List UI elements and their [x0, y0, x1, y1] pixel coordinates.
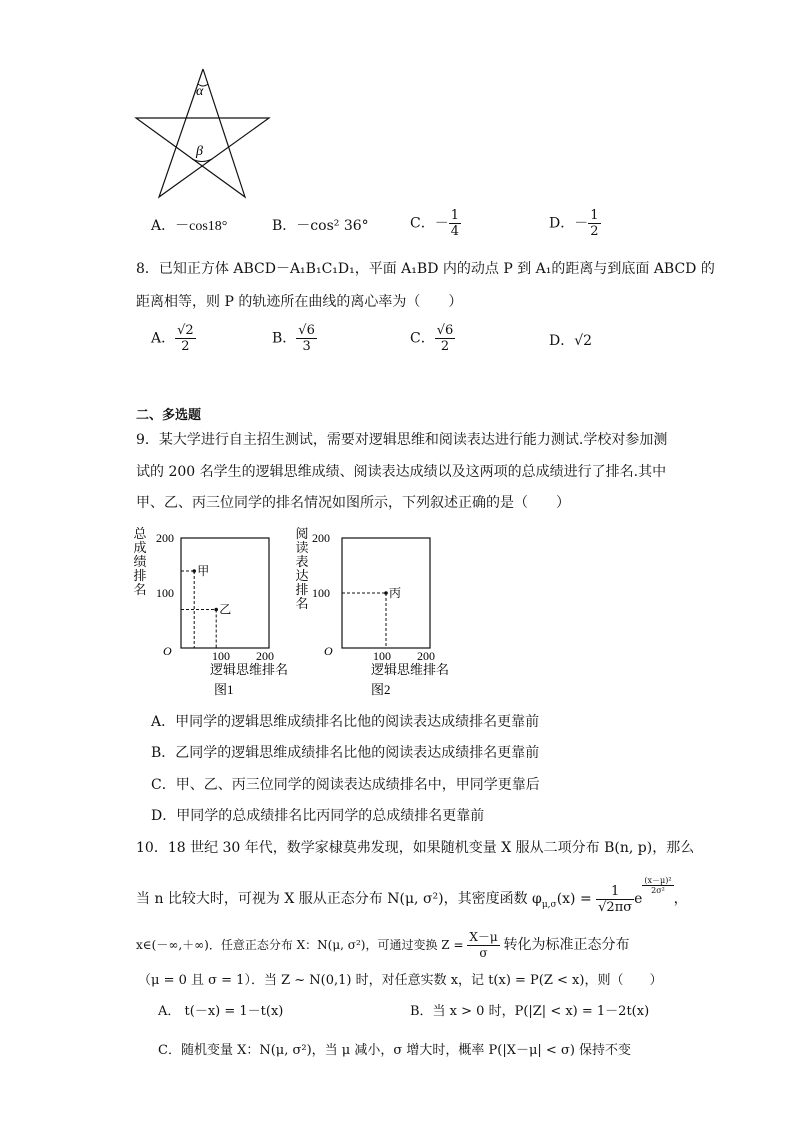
q10-option-b[interactable]: B．当 x > 0 时，P(|Z| < x) = 1－2t(x) — [410, 1004, 650, 1019]
q9-stem-line3: 甲、乙、丙三位同学的排名情况如图所示，下列叙述正确的是（ ） — [136, 495, 570, 511]
x-tick-100: 100 — [212, 649, 230, 663]
fraction-denominator: 3 — [302, 339, 311, 354]
star-figure — [130, 66, 272, 200]
text-run: x∈(－∞,＋∞)．任意正态分布 X：N(μ, σ²)，可通过变换 Z = — [136, 938, 464, 952]
y-tick-100: 100 — [156, 586, 174, 600]
fraction-numerator: √6 — [298, 323, 315, 338]
fraction-denominator: 4 — [450, 224, 459, 239]
density-fraction — [596, 884, 634, 915]
q10-option-a[interactable]: A． t(－x) = 1－t(x) — [158, 1004, 284, 1019]
option-text: －cos² 36° — [296, 218, 369, 234]
option-letter: D． — [549, 333, 575, 349]
q10-stem-line2 — [136, 876, 688, 915]
data-points — [181, 564, 231, 648]
option-fraction — [175, 323, 196, 354]
q8-option-c[interactable] — [410, 323, 455, 354]
option-fraction — [449, 208, 461, 239]
alpha-label: α — [196, 84, 204, 99]
option-letter: D． — [549, 215, 575, 232]
option-letter: B． — [272, 218, 297, 234]
fraction-denominator: 2 — [440, 339, 450, 354]
origin-label: O — [163, 644, 172, 658]
q7-option-a[interactable] — [151, 216, 227, 237]
exponent-fraction — [642, 876, 673, 895]
x-tick-200: 200 — [256, 649, 274, 663]
text-run: ， — [673, 891, 688, 907]
option-letter: C． — [410, 330, 435, 347]
q9-option-d[interactable]: D．甲同学的总成绩排名比丙同学的总成绩排名更靠前 — [151, 808, 485, 824]
q8-stem-line2: 距离相等，则 P 的轨迹所在曲线的离心率为（ ） — [136, 294, 463, 310]
option-letter: A． — [151, 218, 176, 234]
text-run: (x) = — [556, 891, 592, 907]
figure-caption: 图1 — [214, 682, 234, 697]
q8-option-a[interactable] — [151, 323, 196, 354]
figure-caption: 图2 — [371, 682, 391, 697]
figure-2-chart — [290, 524, 460, 704]
y-axis-label-text: 阅读表达排名 — [295, 526, 309, 611]
figure-1-chart — [128, 524, 298, 704]
option-fraction — [296, 323, 317, 354]
x-tick-200: 200 — [417, 649, 435, 663]
text-run: 转化为标准正态分布 — [503, 937, 630, 953]
data-point-label: 乙 — [219, 602, 232, 617]
fraction-numerator: 1 — [596, 884, 634, 900]
q10-stem-line4: （μ = 0 且 σ = 1）．当 Z ~ N(0,1) 时，对任意实数 x，记 t(x) = P(Z < x)，则（ ） — [138, 973, 663, 988]
q8-option-b[interactable] — [272, 323, 317, 354]
q7-option-b[interactable] — [272, 216, 369, 236]
x-axis-label: 逻辑思维排名 — [371, 662, 450, 677]
q9-option-a[interactable]: A．甲同学的逻辑思维成绩排名比他的阅读表达成绩排名更靠前 — [151, 714, 540, 730]
y-tick-200: 200 — [156, 531, 174, 545]
text-run: 当 n 比较大时，可视为 X 服从正态分布 N(μ, σ²)，其密度函数 φ — [136, 891, 542, 907]
option-letter: A． — [151, 330, 176, 347]
option-text: √2 — [574, 333, 593, 349]
q9-stem-line2: 试的 200 名学生的逻辑思维成绩、阅读表达成绩以及这两项的总成绩进行了排名.其中 — [136, 464, 667, 480]
q10-option-c[interactable]: C．随机变量 X：N(μ, σ²)，当 μ 减小，σ 增大时，概率 P(|X－μ| < σ) 保持不变 — [158, 1043, 632, 1058]
transform-fraction — [467, 930, 499, 961]
option-text: －cos18° — [175, 219, 228, 234]
option-sign: － — [434, 215, 449, 232]
option-fraction — [435, 323, 456, 354]
q7-option-c[interactable] — [410, 208, 461, 239]
y-tick-200: 200 — [312, 531, 330, 545]
option-sign: － — [574, 215, 589, 232]
data-point — [192, 569, 196, 573]
x-tick-100: 100 — [373, 649, 391, 663]
q9-option-b[interactable]: B．乙同学的逻辑思维成绩排名比他的阅读表达成绩排名更靠前 — [151, 745, 540, 761]
origin-label: O — [324, 644, 333, 658]
data-point-label: 丙 — [389, 586, 402, 600]
x-axis-label: 逻辑思维排名 — [210, 662, 289, 677]
y-axis-label-text: 总成绩排名 — [133, 526, 147, 597]
q8-stem-line1: 8．已知正方体 ABCD－A₁B₁C₁D₁，平面 A₁BD 内的动点 P 到 A₁的距离与到底面 ABCD 的 — [136, 261, 715, 277]
data-point-label: 甲 — [197, 564, 210, 578]
q9-option-c[interactable]: C．甲、乙、丙三位同学的阅读表达成绩排名中，甲同学更靠后 — [151, 777, 540, 793]
fraction-numerator: √6 — [436, 323, 454, 338]
option-fraction — [588, 208, 600, 239]
q8-option-d[interactable] — [549, 331, 592, 351]
y-axis-label — [295, 526, 308, 611]
density-subscript: μ,σ — [541, 899, 557, 910]
data-point — [214, 608, 218, 612]
fraction-denominator: √2πσ — [598, 899, 633, 915]
fraction-denominator: 2 — [590, 224, 599, 239]
fraction-numerator: 1 — [590, 208, 599, 223]
data-points — [342, 586, 401, 648]
fraction-numerator: (x－μ)² — [644, 876, 672, 885]
y-tick-100: 100 — [312, 586, 330, 600]
q9-stem-line1: 9．某大学进行自主招生测试，需要对逻辑思维和阅读表达进行能力测试.学校对参加测 — [136, 432, 668, 448]
fraction-numerator: X－μ — [469, 930, 498, 944]
fraction-numerator: 1 — [450, 208, 459, 223]
beta-label: β — [196, 144, 203, 159]
option-letter: B． — [272, 330, 297, 347]
fraction-denominator: σ — [479, 946, 488, 960]
exp-base: e — [634, 891, 643, 907]
fraction-numerator: √2 — [177, 323, 194, 338]
fraction-denominator: 2 — [181, 339, 190, 354]
y-axis-label — [133, 526, 147, 597]
section-title: 二、多选题 — [136, 408, 202, 423]
q10-stem-line1: 10．18 世纪 30 年代，数学家棣莫弗发现，如果随机变量 X 服从二项分布 B(n, p)，那么 — [136, 840, 695, 856]
option-letter: C． — [410, 215, 435, 232]
fraction-denominator: 2σ² — [651, 886, 665, 895]
data-point — [384, 591, 388, 595]
q10-stem-line3 — [136, 930, 630, 961]
q7-option-d[interactable] — [549, 208, 601, 239]
